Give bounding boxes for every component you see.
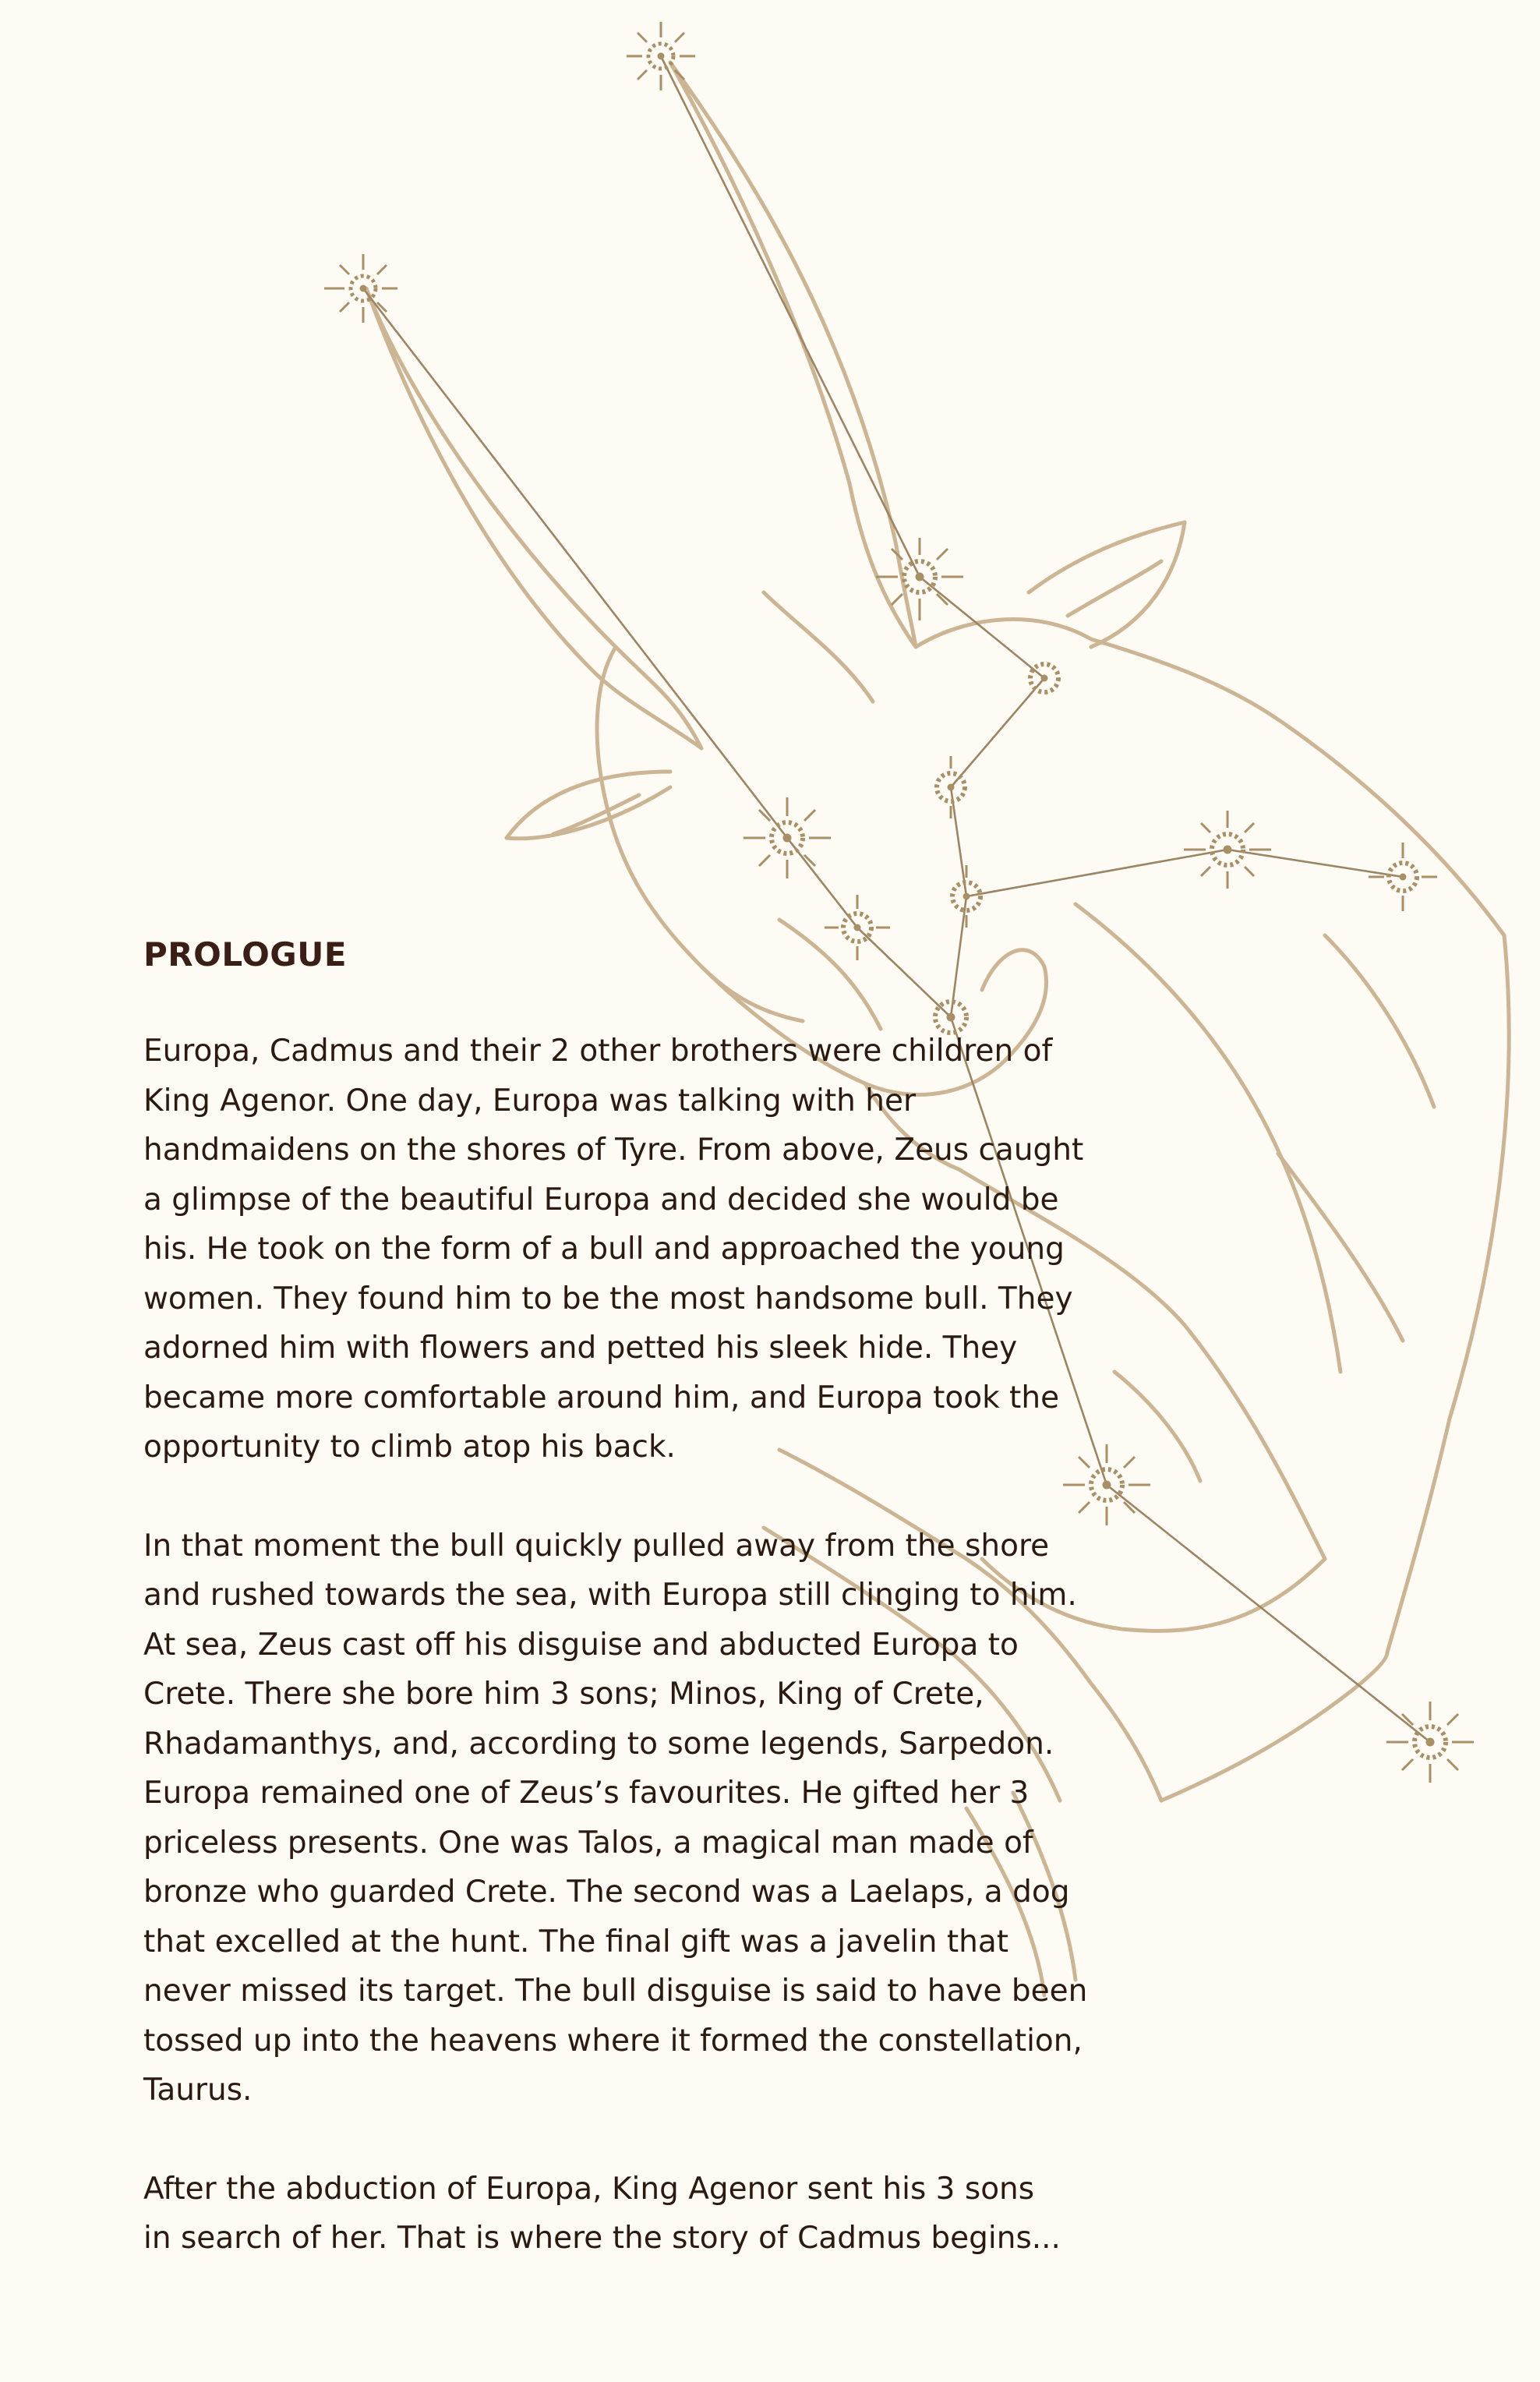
star-4 bbox=[1030, 664, 1058, 692]
prologue-heading: PROLOGUE bbox=[143, 935, 348, 974]
star-5 bbox=[937, 756, 965, 818]
star-3 bbox=[876, 538, 963, 620]
star-9 bbox=[1369, 843, 1437, 911]
bull-neck bbox=[916, 620, 1504, 935]
star-7 bbox=[952, 865, 980, 928]
star-13 bbox=[1386, 1702, 1474, 1783]
star-6 bbox=[744, 797, 831, 878]
prologue-paragraph-2: In that moment the bull quickly pulled away from the shore and rushed towards the sea, with Europa still clinging to him. At sea, Zeus cast off his disguise and abducted Europa to Crete. There she bore him 3 sons; Minos, King of Crete, Rhadamanthys, and, according to some legends, Sarpedon. Europa remained one of Zeus’s favourites. He gifted her 3 priceless presents. One was Talos, a magical man made of bronze who guarded Crete. The second was a Laelaps, a dog that excelled at the hunt. The final gift was a javelin that never missed its target. The bull disguise is said to have been tossed up into the heavens where it formed the constellation, Taurus. bbox=[143, 1528, 1088, 2108]
prologue-paragraph-3: After the abduction of Europa, King Agenor sent his 3 sons in search of her. That is where the story of Cadmus begins... bbox=[143, 2171, 1061, 2256]
prologue-paragraph-1: Europa, Cadmus and their 2 other brothers were children of King Agenor. One day, Europa was talking with her handmaidens on the shores of Tyre. From above, Zeus caught a glimpse of the beautiful Europa and decided she would be his. He took on the form of a bull and approached the young women. They found him to be the most handsome bull. They adorned him with flowers and petted his sleek hide. They became more comfortable around him, and Europa took the opportunity to climb atop his back. bbox=[143, 1034, 1084, 1465]
bull-belly bbox=[1161, 1652, 1387, 1801]
bull-right-ear bbox=[1029, 522, 1185, 647]
star-8 bbox=[1184, 811, 1271, 889]
prologue-text-block bbox=[143, 935, 1094, 2313]
bull-left-ear bbox=[507, 772, 670, 839]
star-2 bbox=[324, 254, 397, 323]
